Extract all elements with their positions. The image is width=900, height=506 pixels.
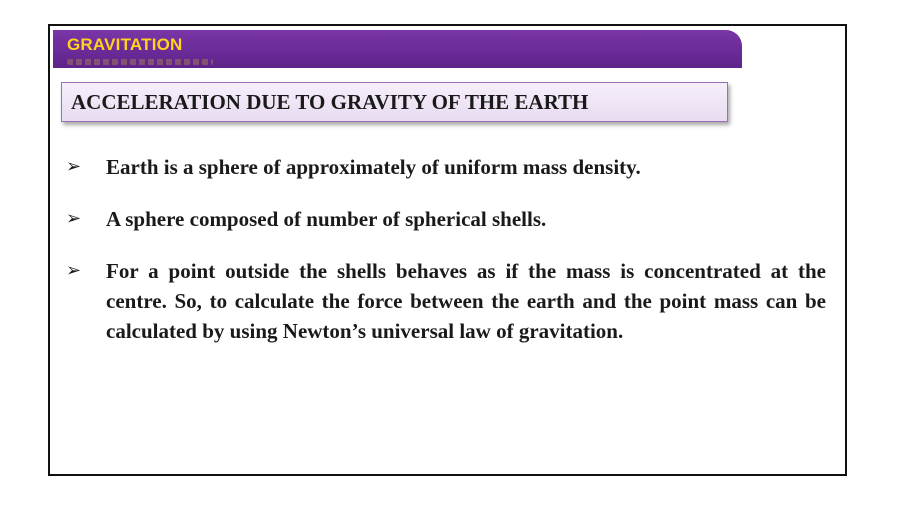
bullet-list — [66, 152, 826, 368]
bullet-item — [66, 256, 826, 346]
arrow-bullet-icon: ➢ — [66, 208, 82, 229]
bullet-item — [66, 152, 826, 182]
header-title: GRAVITATION — [67, 35, 183, 54]
bullet-item — [66, 204, 826, 234]
arrow-bullet-icon: ➢ — [66, 260, 82, 281]
bullet-text: For a point outside the shells behaves as if the mass is concentrated at the centre. So, to calculate the force between the earth and the point mass can be calculated by using Newton’s universal law of gravitation. — [106, 259, 826, 343]
bullet-text: A sphere composed of number of spherical shells. — [106, 207, 547, 231]
header-title-reflection — [67, 59, 213, 65]
bullet-text: Earth is a sphere of approximately of uniform mass density. — [106, 155, 641, 179]
section-title: ACCELERATION DUE TO GRAVITY OF THE EARTH — [71, 90, 589, 114]
arrow-bullet-icon: ➢ — [66, 156, 82, 177]
header-bar — [53, 30, 742, 68]
slide-frame — [48, 24, 847, 476]
section-title-box — [61, 82, 728, 122]
